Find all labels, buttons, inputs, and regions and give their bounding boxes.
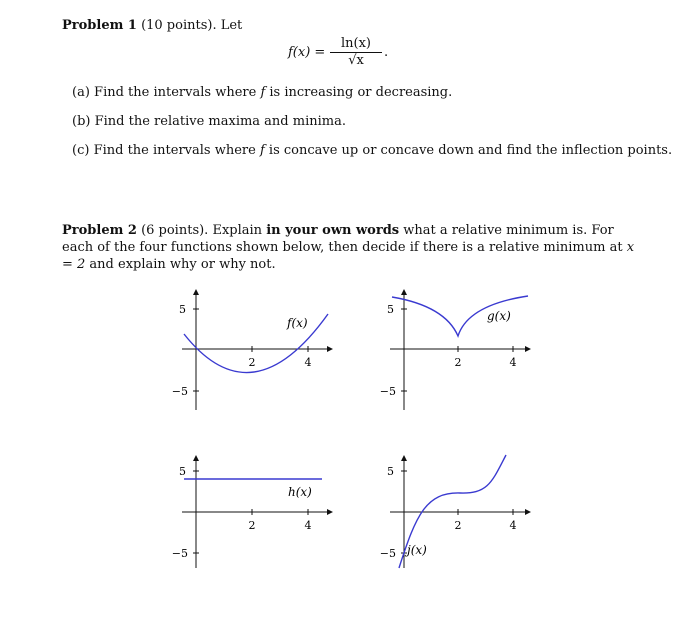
problem-2-text-2: what a relative minimum is. For each of the four functions shown below, then decide if there is a relative minimum at <box>62 223 627 255</box>
problem-1-heading: Problem 1 <box>62 18 137 33</box>
problem-1-points: (10 points). <box>141 18 217 33</box>
graph-j-x-label-4: 4 <box>509 519 517 532</box>
graph-j-name: j(x) <box>407 543 427 557</box>
problem-2-points: (6 points). <box>141 223 209 238</box>
graph-j <box>380 455 530 568</box>
graph-h-x-label-4: 4 <box>304 519 312 532</box>
graph-f <box>172 290 332 410</box>
graph-j-x-label-2: 2 <box>454 519 462 532</box>
part-a-text-before: Find the intervals where <box>94 85 261 100</box>
function-lhs: f(x) = <box>288 45 326 60</box>
graph-g-x-label-2: 2 <box>454 356 462 369</box>
part-a-label: (a) <box>72 85 90 100</box>
graph-g-y-label-neg5: −5 <box>379 385 396 398</box>
part-b-label: (b) <box>72 114 91 129</box>
part-c-var: f <box>259 143 265 158</box>
part-c-label: (c) <box>72 143 90 158</box>
graph-h-name: h(x) <box>288 485 312 499</box>
graph-h-x-label-2: 2 <box>248 519 256 532</box>
graph-f-x-label-2: 2 <box>248 356 256 369</box>
graph-f-y-label-neg5: −5 <box>171 385 188 398</box>
graph-g <box>380 290 530 410</box>
function-period: . <box>384 45 389 60</box>
graph-j-y-label-neg5: −5 <box>379 547 396 560</box>
problem-2-bold-phrase: in your own words <box>266 223 400 238</box>
part-a-var: f <box>260 85 266 100</box>
graph-h-y-label-neg5: −5 <box>171 547 188 560</box>
graph-g-y-label-5: 5 <box>387 303 394 316</box>
graph-h-y-label-5: 5 <box>179 465 186 478</box>
graph-f-y-label-5: 5 <box>179 303 186 316</box>
graph-h <box>172 456 332 568</box>
part-b-text: Find the relative maxima and minima. <box>94 114 346 129</box>
fraction-numerator: ln(x) <box>340 36 371 51</box>
graph-g-x-label-4: 4 <box>509 356 517 369</box>
problem-2-text-3: and explain why or why not. <box>85 257 276 272</box>
graph-g-name: g(x) <box>487 309 511 323</box>
part-a-text-after: is increasing or decreasing. <box>265 85 453 100</box>
graph-f-name: f(x) <box>287 316 308 330</box>
part-c-text-before: Find the intervals where <box>93 143 260 158</box>
problem-2-text-1: Explain <box>212 223 267 238</box>
graph-j-y-label-5: 5 <box>387 465 394 478</box>
graph-f-x-label-4: 4 <box>304 356 312 369</box>
problem-2-heading: Problem 2 <box>62 223 137 238</box>
part-c-text-after: is concave up or concave down and find the inflection points. <box>264 143 673 158</box>
fraction-denominator: √x <box>348 53 364 68</box>
problem-1-intro: Let <box>220 18 243 33</box>
problem-2-math: x = 2 <box>62 240 635 272</box>
